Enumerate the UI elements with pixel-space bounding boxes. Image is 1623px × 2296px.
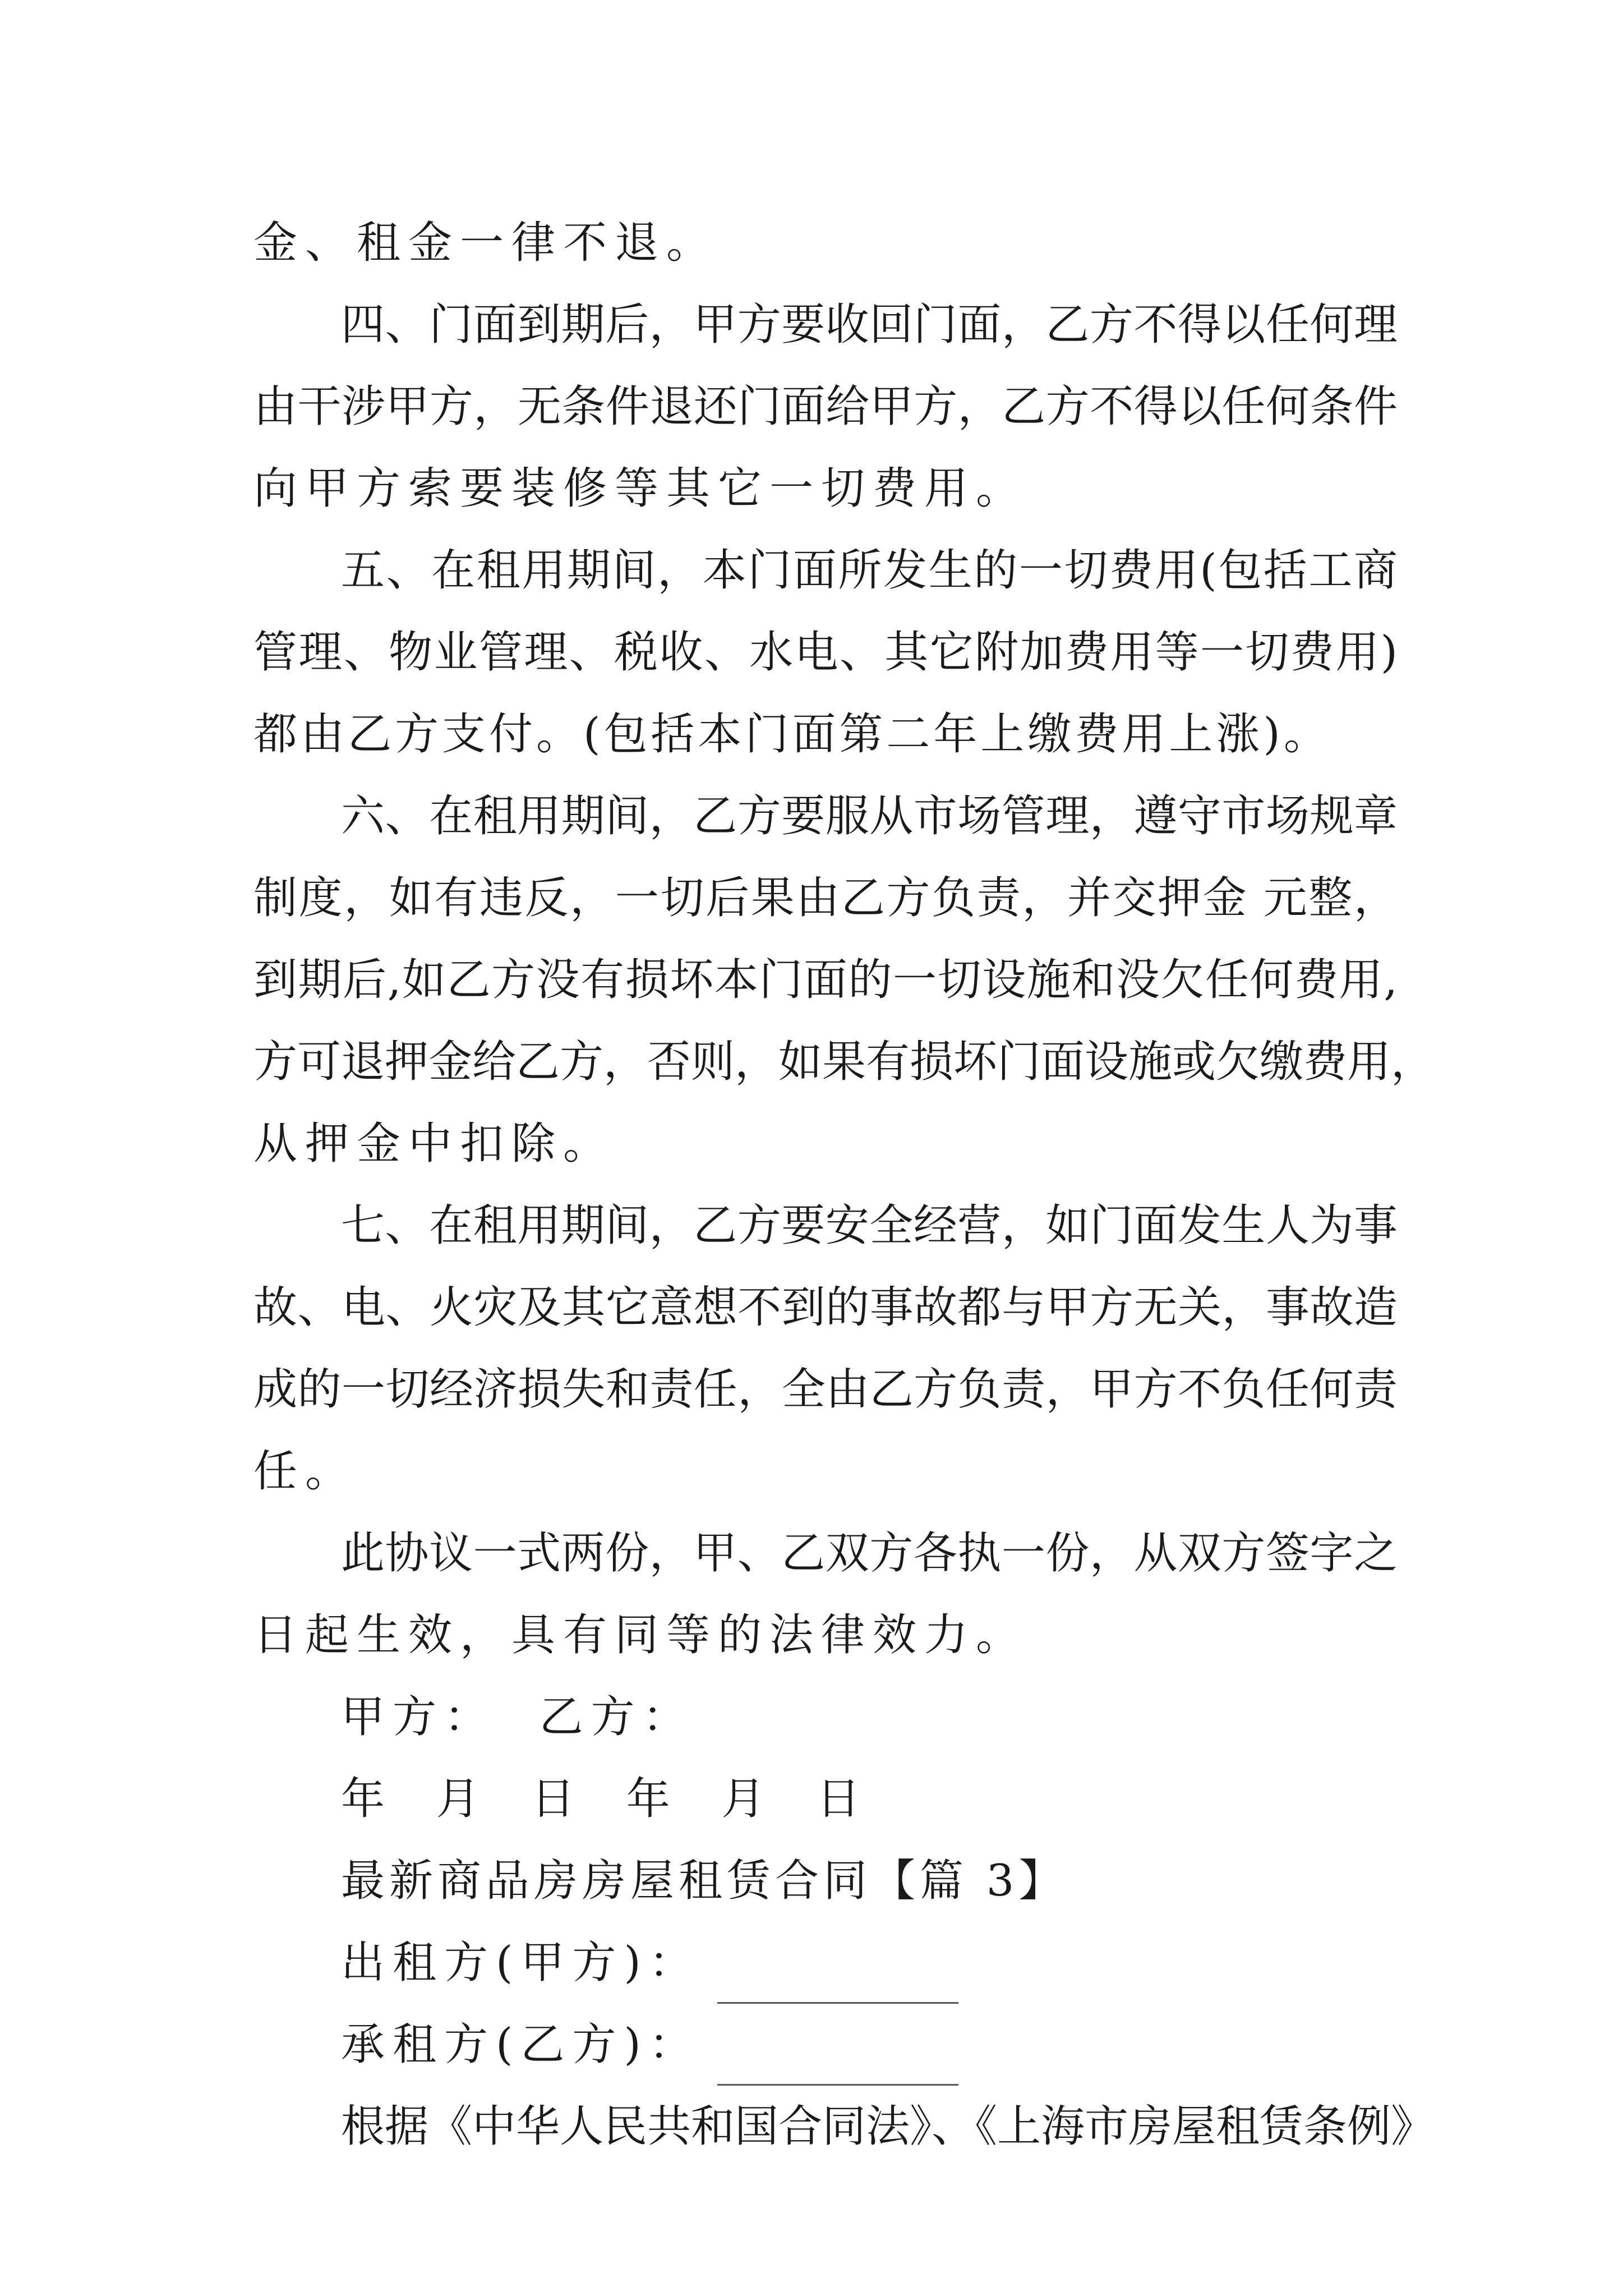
lessee-label: 承租方(乙方)： (341, 2019, 700, 2070)
text-line: 故、电、火灾及其它意想不到的事故都与甲方无关，事故造 (253, 1282, 1398, 1333)
text-line: 向甲方索要装修等其它一切费用。 (253, 463, 1028, 514)
document-page (253, 202, 1435, 2168)
lessor-field (253, 1922, 1398, 2004)
text-line: 根据《中华人民共和国合同法》、《上海市房屋租赁条例》 (341, 2101, 1435, 2152)
text-line: 方可退押金给乙方，否则，如果有损坏门面设施或欠缴费用， (253, 1037, 1435, 1087)
lessor-label: 出租方(甲方)： (341, 1938, 700, 1988)
text-line: 任。 (253, 1446, 357, 1497)
text-line: 五、在租用期间，本门面所发生的一切费用(包括工商 (341, 545, 1398, 596)
text-line: 从押金中扣除。 (253, 1119, 615, 1169)
lessee-blank (717, 2038, 958, 2086)
text-line: 日起生效，具有同等的法律效力。 (253, 1610, 1028, 1660)
text-line: 四、门面到期后，甲方要收回门面，乙方不得以任何理 (341, 300, 1398, 350)
lessor-blank (717, 1956, 958, 2004)
signature-parties-line: 甲方： 乙方： (341, 1692, 694, 1742)
text-line: 金、租金一律不退。 (253, 218, 718, 268)
text-line: 制度，如有违反，一切后果由乙方负责，并交押金 元整， (253, 873, 1398, 923)
signature-date-line: 年 月 日 年 月 日 (341, 1774, 868, 1824)
lessee-field (253, 2004, 1398, 2086)
text-line: 七、在租用期间，乙方要安全经营，如门面发生人为事 (341, 1200, 1398, 1251)
text-line: 管理、物业管理、税收、水电、其它附加费用等一切费用) (253, 627, 1398, 678)
text-line: 成的一切经济损失和责任，全由乙方负责，甲方不负任何责 (253, 1364, 1398, 1415)
section-heading: 最新商品房房屋租赁合同【篇 3】 (341, 1856, 1067, 1906)
text-line: 此协议一式两份，甲、乙双方各执一份，从双方签字之 (341, 1528, 1398, 1579)
text-line: 由干涉甲方，无条件退还门面给甲方，乙方不得以任何条件 (253, 381, 1398, 432)
text-line: 到期后,如乙方没有损坏本门面的一切设施和没欠任何费用, (253, 955, 1398, 1005)
text-line: 六、在租用期间，乙方要服从市场管理，遵守市场规章 (341, 791, 1398, 841)
text-line: 都由乙方支付。(包括本门面第二年上缴费用上涨)。 (253, 709, 1331, 760)
